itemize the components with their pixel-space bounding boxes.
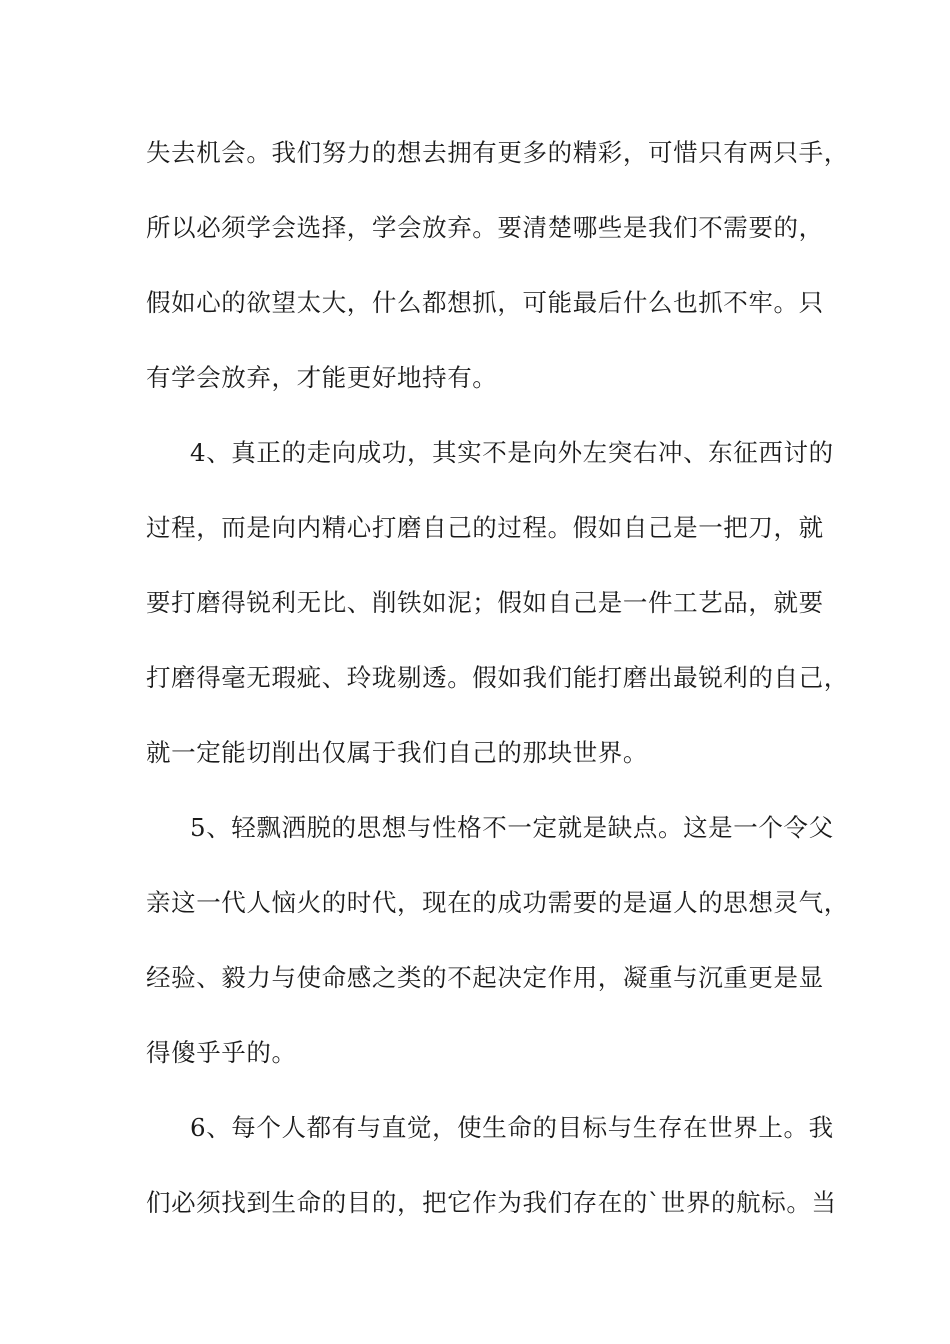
text-line: 得傻乎乎的。	[146, 1038, 297, 1067]
text-line: 要打磨得锐利无比、削铁如泥；假如自己是一件工艺品，就要	[146, 588, 824, 617]
text-line: 亲这一代人恼火的时代，现在的成功需要的是逼人的思想灵气，	[146, 888, 849, 917]
text-line: 们必须找到生命的目的，把它作为我们存在的`世界的航标。当	[146, 1188, 837, 1217]
text-line: 假如心的欲望太大，什么都想抓，可能最后什么也抓不牢。只	[146, 288, 824, 317]
paragraph-5-start: 5、轻飘洒脱的思想与性格不一定就是缺点。这是一个令父	[190, 813, 834, 842]
text-line: 有学会放弃，才能更好地持有。	[146, 363, 498, 392]
text-line: 打磨得毫无瑕疵、玲珑剔透。假如我们能打磨出最锐利的自己，	[146, 663, 849, 692]
text-line: 过程，而是向内精心打磨自己的过程。假如自己是一把刀，就	[146, 513, 824, 542]
paragraph-4-start: 4、真正的走向成功，其实不是向外左突右冲、东征西讨的	[190, 438, 834, 467]
text-line: 所以必须学会选择，学会放弃。要清楚哪些是我们不需要的，	[146, 213, 824, 242]
text-line: 失去机会。我们努力的想去拥有更多的精彩，可惜只有两只手，	[146, 138, 849, 167]
text-line: 就一定能切削出仅属于我们自己的那块世界。	[146, 738, 648, 767]
text-line: 经验、毅力与使命感之类的不起决定作用，凝重与沉重更是显	[146, 963, 824, 992]
paragraph-6-start: 6、每个人都有与直觉，使生命的目标与生存在世界上。我	[190, 1113, 834, 1142]
